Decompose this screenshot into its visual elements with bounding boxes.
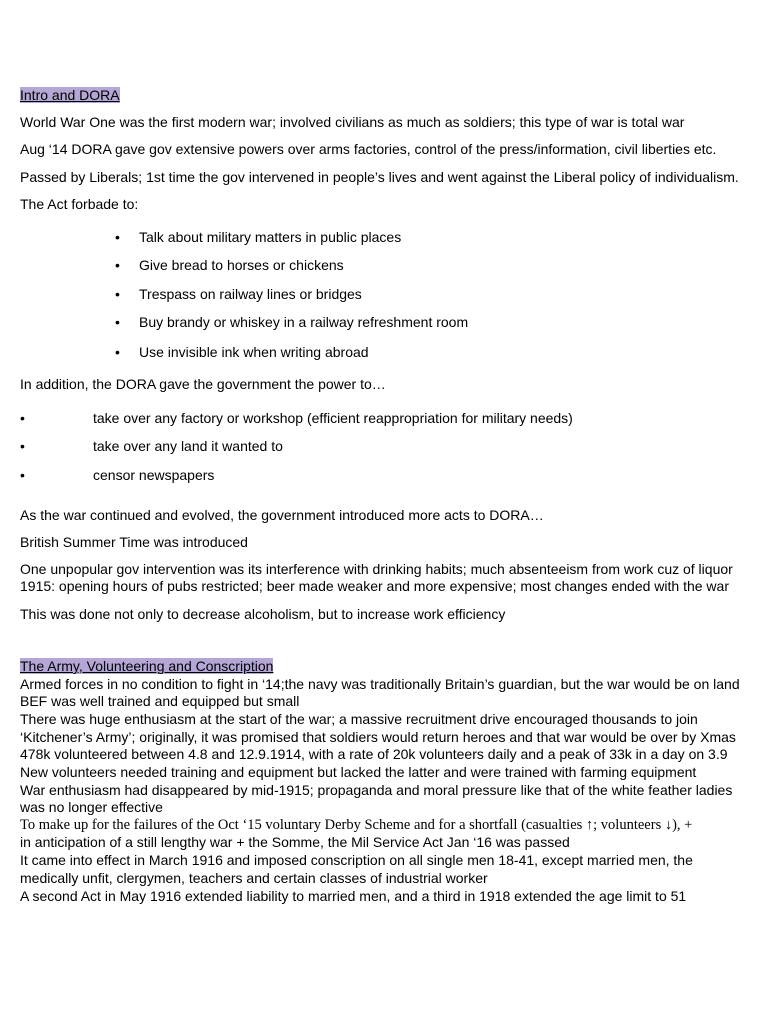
paragraph: The Act forbade to:: [20, 196, 139, 212]
text-line: ‘Kitchener’s Army’; originally, it was promised that soldiers would return heroes and that war would be over by Xmas: [20, 729, 736, 745]
text-line: in anticipation of a still lengthy war + the Somme, the Mil Service Act Jan ‘16 was passed: [20, 834, 570, 850]
bullet-icon: •: [20, 438, 25, 454]
section-heading-intro: Intro and DORA: [20, 87, 120, 103]
bullet-icon: •: [115, 314, 120, 330]
bullet-icon: •: [115, 286, 120, 302]
bullet-icon: •: [20, 410, 25, 426]
text-line: There was huge enthusiasm at the start of the war; a massive recruitment drive encouraged thousands to join: [20, 711, 698, 727]
section-heading-army: The Army, Volunteering and Conscription: [20, 658, 274, 674]
text-line: was no longer effective: [20, 799, 163, 815]
text-line: New volunteers needed training and equipment but lacked the latter and were trained with farming equipment: [20, 764, 697, 780]
paragraph: This was done not only to decrease alcoholism, but to increase work efficiency: [20, 606, 506, 622]
text-line: Armed forces in no condition to fight in ‘14;the navy was traditionally Britain’s guardian, but the war would be on land: [20, 676, 740, 692]
list-item: Buy brandy or whiskey in a railway refreshment room: [139, 314, 469, 330]
bullet-icon: •: [115, 257, 120, 273]
bullet-icon: •: [115, 229, 120, 245]
list-item: take over any factory or workshop (efficient reappropriation for military needs): [93, 410, 573, 426]
bullet-icon: •: [115, 344, 120, 360]
paragraph: British Summer Time was introduced: [20, 534, 248, 550]
list-item: Trespass on railway lines or bridges: [139, 286, 362, 302]
paragraph: In addition, the DORA gave the government the power to…: [20, 376, 386, 392]
text-line: medically unfit, clergymen, teachers and certain classes of industrial worker: [20, 870, 488, 886]
list-item: censor newspapers: [93, 467, 215, 483]
bullet-icon: •: [20, 467, 25, 483]
paragraph: One unpopular gov intervention was its interference with drinking habits; much absenteeism from work cuz of liquor: [20, 561, 733, 577]
paragraph: Passed by Liberals; 1st time the gov intervened in people’s lives and went against the Liberal policy of individualism.: [20, 169, 739, 185]
paragraph: 1915: opening hours of pubs restricted; beer made weaker and more expensive; most changes ended with the war: [20, 578, 729, 594]
text-line: BEF was well trained and equipped but small: [20, 693, 300, 709]
text-line: 478k volunteered between 4.8 and 12.9.1914, with a rate of 20k volunteers daily and a peak of 33k in a day on 3.9: [20, 746, 728, 762]
list-item: Give bread to horses or chickens: [139, 257, 344, 273]
list-item: Talk about military matters in public places: [139, 229, 402, 245]
text-line: War enthusiasm had disappeared by mid-1915; propaganda and moral pressure like that of the white feather ladies: [20, 782, 733, 798]
paragraph: As the war continued and evolved, the government introduced more acts to DORA…: [20, 507, 544, 523]
text-line: To make up for the failures of the Oct ‘15 voluntary Derby Scheme and for a shortfall (casualties ↑; volunteers ↓), +: [20, 817, 693, 833]
text-line: A second Act in May 1916 extended liability to married men, and a third in 1918 extended the age limit to 51: [20, 888, 687, 904]
paragraph: World War One was the first modern war; involved civilians as much as soldiers; this type of war is total war: [20, 114, 685, 130]
list-item: Use invisible ink when writing abroad: [139, 344, 369, 360]
text-line: It came into effect in March 1916 and imposed conscription on all single men 18-41, except married men, the: [20, 852, 693, 868]
paragraph: Aug ‘14 DORA gave gov extensive powers over arms factories, control of the press/information, civil liberties etc.: [20, 141, 717, 157]
list-item: take over any land it wanted to: [93, 438, 283, 454]
